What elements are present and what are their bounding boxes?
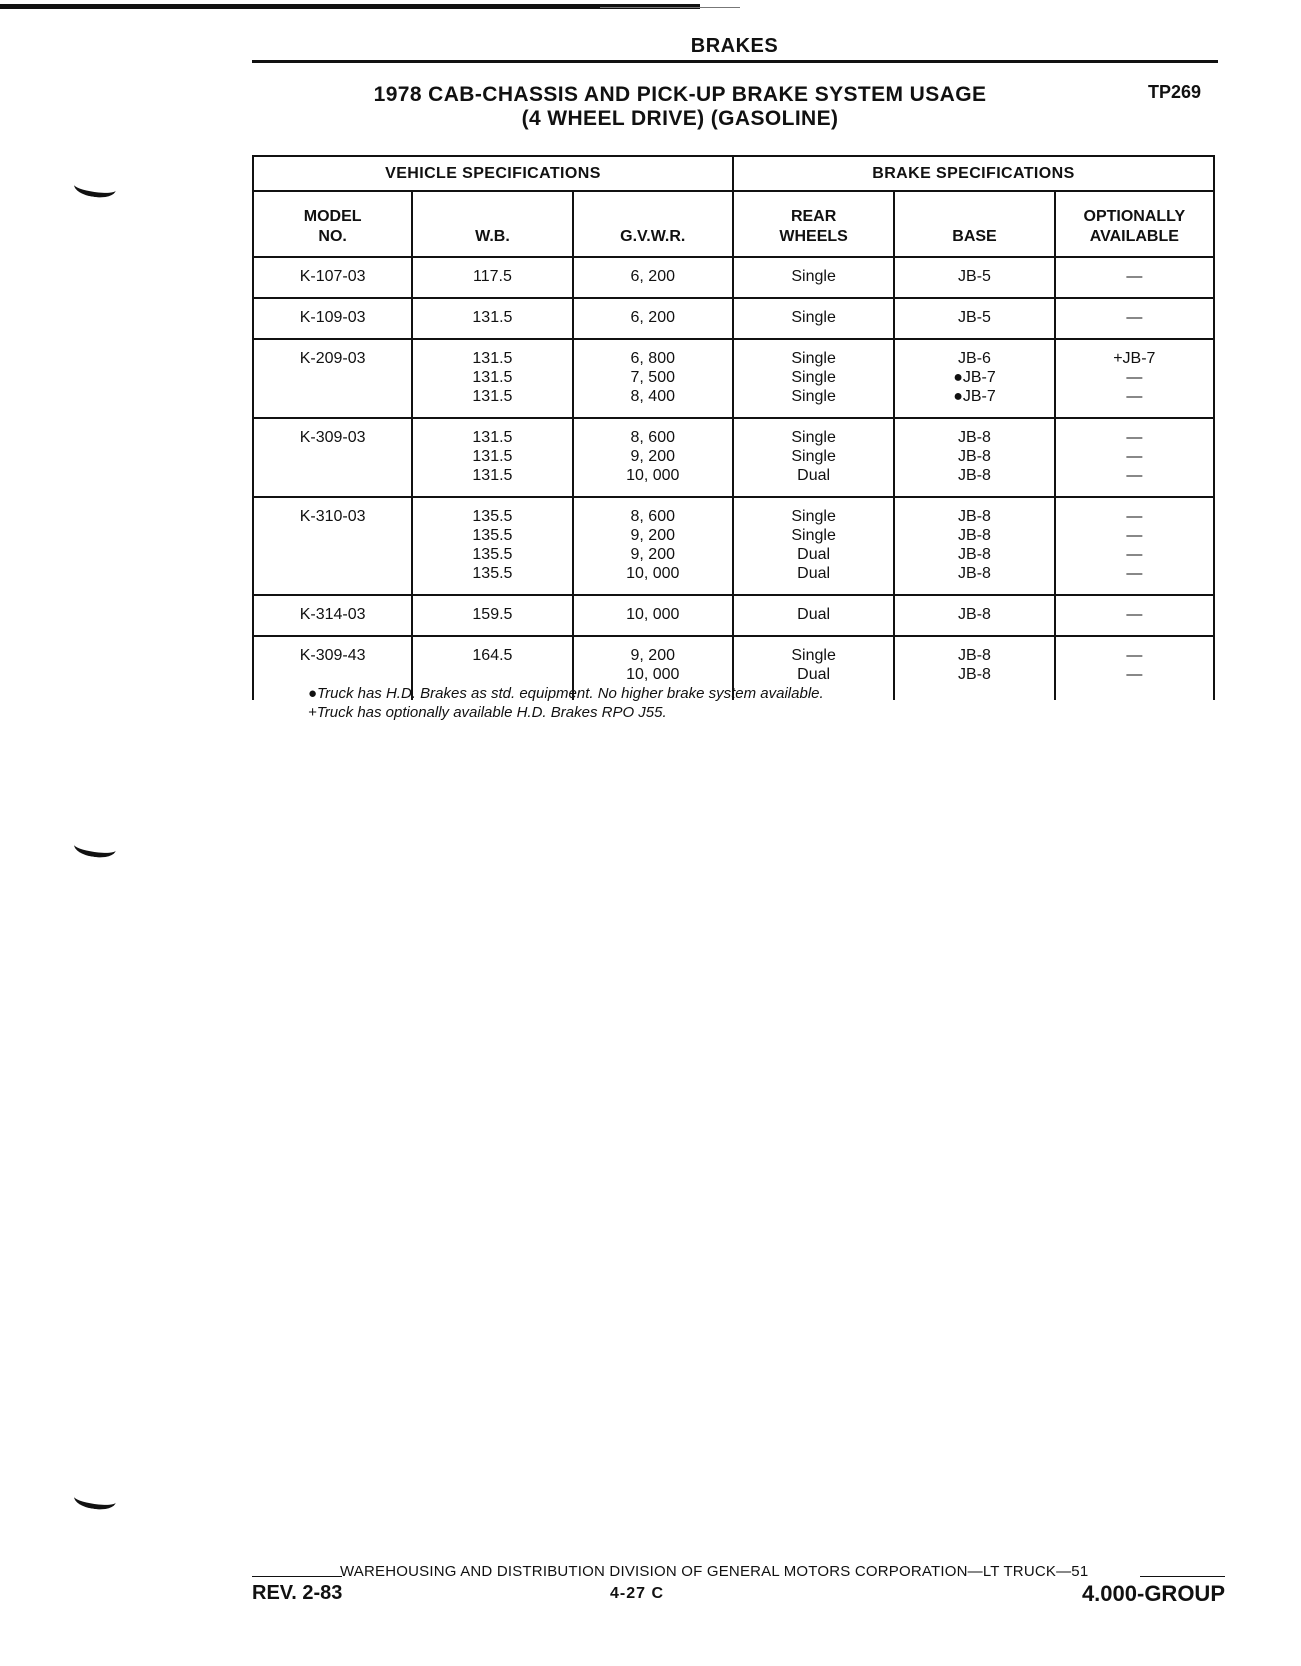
base-cell: JB-5 <box>894 298 1054 339</box>
footer-rule-left <box>252 1576 342 1577</box>
optional-cell: — — — — <box>1055 497 1214 595</box>
wb-cell: 159.5 <box>412 595 572 636</box>
gvwr-cell: 8, 600 9, 200 9, 200 10, 000 <box>573 497 733 595</box>
base-cell: JB-6 ●JB-7 ●JB-7 <box>894 339 1054 418</box>
model-cell: K-309-43 <box>253 636 412 700</box>
section-rule <box>252 60 1218 63</box>
gvwr-cell: 10, 000 <box>573 595 733 636</box>
model-cell: K-310-03 <box>253 497 412 595</box>
optional-cell: — — — <box>1055 418 1214 497</box>
revision-label: REV. 2-83 <box>252 1582 343 1604</box>
page-number: 4-27 C <box>610 1585 665 1602</box>
footnote-plus: +Truck has optionally available H.D. Brakes RPO J55. <box>308 704 667 721</box>
footer-publisher-line: WAREHOUSING AND DISTRIBUTION DIVISION OF GENERAL MOTORS CORPORATION—LT TRUCK—51 <box>340 1563 1089 1580</box>
model-cell: K-109-03 <box>253 298 412 339</box>
wb-cell: 131.5 <box>412 298 572 339</box>
base-cell: JB-8 <box>894 595 1054 636</box>
rear-wheels-cell: Single <box>733 257 894 298</box>
table-row <box>253 418 1214 497</box>
column-header-gvwr: G.V.W.R. <box>573 191 733 257</box>
wb-cell: 164.5 <box>412 636 572 700</box>
brake-usage-table <box>252 155 1215 700</box>
model-cell: K-309-03 <box>253 418 412 497</box>
document-title <box>300 83 1060 131</box>
table-row <box>253 497 1214 595</box>
rear-wheels-cell: Dual <box>733 595 894 636</box>
wb-cell: 117.5 <box>412 257 572 298</box>
title-line-1: 1978 CAB-CHASSIS AND PICK-UP BRAKE SYSTEM USAGE <box>373 83 987 106</box>
rear-wheels-cell: Single Single Dual <box>733 418 894 497</box>
table-row <box>253 298 1214 339</box>
base-cell: JB-8 JB-8 JB-8 <box>894 418 1054 497</box>
table-row <box>253 339 1214 418</box>
gvwr-cell: 8, 600 9, 200 10, 000 <box>573 418 733 497</box>
wb-cell: 135.5 135.5 135.5 135.5 <box>412 497 572 595</box>
binder-hole-mark <box>73 835 117 860</box>
optional-cell: +JB-7 — — <box>1055 339 1214 418</box>
gvwr-cell: 6, 800 7, 500 8, 400 <box>573 339 733 418</box>
rear-wheels-cell: Single Dual <box>733 636 894 700</box>
rear-wheels-cell: Single Single Dual Dual <box>733 497 894 595</box>
table-row <box>253 595 1214 636</box>
column-header-optional: OPTIONALLY AVAILABLE <box>1055 191 1214 257</box>
rear-wheels-cell: Single <box>733 298 894 339</box>
model-cell: K-107-03 <box>253 257 412 298</box>
wb-cell: 131.5 131.5 131.5 <box>412 339 572 418</box>
document-code: TP269 <box>1148 82 1202 102</box>
table-body <box>253 257 1214 700</box>
footnotes <box>308 684 824 722</box>
base-cell: JB-8 JB-8 JB-8 JB-8 <box>894 497 1054 595</box>
model-cell: K-314-03 <box>253 595 412 636</box>
section-heading: BRAKES <box>690 35 779 57</box>
group-code: 4.000-GROUP <box>1081 1581 1225 1606</box>
optional-cell: — <box>1055 595 1214 636</box>
optional-cell: — — <box>1055 636 1214 700</box>
column-header-model: MODEL NO. <box>253 191 412 257</box>
optional-cell: — <box>1055 298 1214 339</box>
group-header-vehicle: VEHICLE SPECIFICATIONS <box>253 156 733 191</box>
table-row <box>253 257 1214 298</box>
base-cell: JB-8 JB-8 <box>894 636 1054 700</box>
gvwr-cell: 9, 200 10, 000 <box>573 636 733 700</box>
footnote-bullet: ●Truck has H.D. Brakes as std. equipment. No higher brake system available. <box>308 685 824 702</box>
column-header-wb: W.B. <box>412 191 572 257</box>
base-cell: JB-5 <box>894 257 1054 298</box>
top-scan-mark <box>600 7 740 8</box>
binder-hole-mark <box>73 1487 117 1512</box>
top-scan-bar <box>0 4 700 9</box>
gvwr-cell: 6, 200 <box>573 257 733 298</box>
rear-wheels-cell: Single Single Single <box>733 339 894 418</box>
binder-hole-mark <box>73 175 117 200</box>
footer-rule-right <box>1140 1576 1225 1577</box>
gvwr-cell: 6, 200 <box>573 298 733 339</box>
column-header-base: BASE <box>894 191 1054 257</box>
column-header-rear-wheels: REAR WHEELS <box>733 191 894 257</box>
wb-cell: 131.5 131.5 131.5 <box>412 418 572 497</box>
title-line-2: (4 WHEEL DRIVE) (GASOLINE) <box>521 107 839 130</box>
model-cell: K-209-03 <box>253 339 412 418</box>
optional-cell: — <box>1055 257 1214 298</box>
group-header-brake: BRAKE SPECIFICATIONS <box>733 156 1214 191</box>
